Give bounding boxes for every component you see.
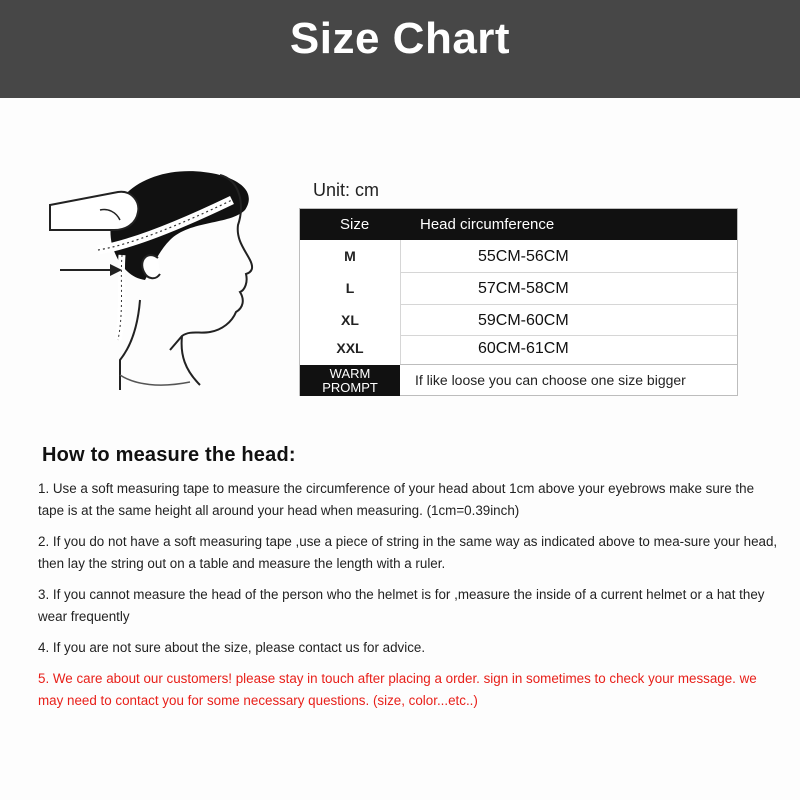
size-table bbox=[299, 208, 738, 396]
size-cell: M bbox=[344, 248, 356, 264]
header-circumference: Head circumference bbox=[420, 216, 555, 233]
circumference-cell: 55CM-56CM bbox=[478, 248, 569, 265]
warm-prompt-line1: WARM bbox=[329, 366, 371, 381]
instruction-item: 4. If you are not sure about the size, please contact us for advice. bbox=[38, 640, 426, 655]
table-row bbox=[300, 275, 737, 305]
instruction-item: 2. If you do not have a soft measuring tape ,use a piece of string in the same way as indicated above to mea-sure your head, then lay the string out on a table and measure the length with a ruler. bbox=[38, 534, 778, 571]
instruction-item: 3. If you cannot measure the head of the person who the helmet is for ,measure the inside of a current helmet or a hat they wear frequently bbox=[38, 587, 765, 624]
table-row bbox=[300, 307, 737, 337]
measure-instructions bbox=[38, 444, 778, 721]
warm-prompt-label bbox=[300, 365, 400, 396]
table-header bbox=[300, 209, 737, 240]
head-measuring-tape-icon bbox=[40, 150, 280, 410]
unit-label: Unit: cm bbox=[313, 180, 380, 200]
size-cell: XXL bbox=[336, 340, 364, 356]
table-row bbox=[300, 243, 737, 273]
header-size: Size bbox=[340, 216, 370, 233]
circumference-cell: 60CM-61CM bbox=[478, 340, 569, 357]
circumference-cell: 57CM-58CM bbox=[478, 280, 569, 297]
row-divider bbox=[400, 304, 737, 305]
circumference-cell: 59CM-60CM bbox=[478, 312, 569, 329]
instruction-item: 1. Use a soft measuring tape to measure the circumference of your head about 1cm above your eyebrows make sure the tape is at the same height all around your head when measuring. (1cm=0.39inch) bbox=[38, 481, 755, 518]
instructions-title: How to measure the head: bbox=[42, 444, 296, 466]
row-divider bbox=[400, 272, 737, 273]
size-cell: L bbox=[345, 280, 355, 296]
size-cell: XL bbox=[341, 312, 359, 328]
table-row bbox=[300, 335, 737, 365]
title-banner bbox=[0, 0, 800, 98]
row-divider bbox=[400, 364, 737, 365]
warm-prompt-text: If like loose you can choose one size bigger bbox=[415, 372, 686, 388]
customer-care-note: 5. We care about our customers! please stay in touch after placing a order. sign in sometimes to check your message. we may need to contact you for some necessary questions. (size, color...etc..) bbox=[38, 671, 757, 708]
page-title: Size Chart bbox=[289, 14, 511, 63]
warm-prompt-line2: PROMPT bbox=[322, 380, 378, 395]
